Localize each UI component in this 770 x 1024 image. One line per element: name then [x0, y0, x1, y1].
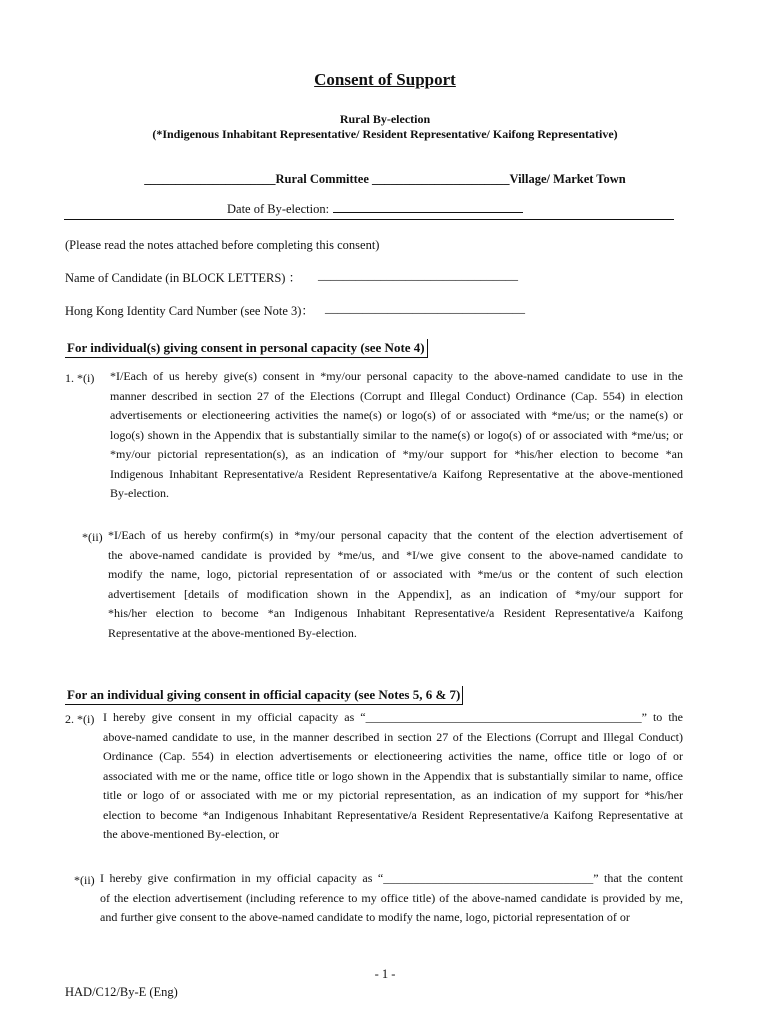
paragraph-line: *I/Each of us hereby confirm(s) in *my/our personal capacity that the content of the election advertisement of [108, 528, 683, 542]
paragraph-line: *I/Each of us hereby give(s) consent in *my/our personal capacity to the above-named candidate to use in the [110, 369, 683, 383]
item-1-i-label: 1. *(i) [65, 371, 95, 385]
hkid-label: Hong Kong Identity Card Number (see Note 3)： [65, 304, 314, 318]
section-personal-capacity-heading: For individual(s) giving consent in personal capacity (see Note 4) [65, 339, 428, 358]
paragraph-line: *my/our pictorial representation(s), as an indication of *my/our support for *his/her election to become *an [110, 447, 683, 461]
item-2-i-text [103, 708, 683, 845]
paragraph-line: logo(s) shown in the Appendix that is substantially similar to the name(s) or logo(s) of or associated with *me/us; or [110, 427, 683, 442]
paragraph-line: advertisements or electioneering activities the name(s) or logo(s) of or associated with *me/us; or the name(s) or [110, 408, 683, 422]
paragraph-line: Indigenous Inhabitant Representative/a Resident Representative/a Kaifong Representative at the above-mentioned [110, 466, 683, 481]
paragraph-line: manner described in section 27 of the Elections (Corrupt and Illegal Conduct) Ordinance (Cap. 554) in election [110, 388, 683, 403]
paragraph-line: I hereby give consent in my official capacity as “______________________________________________” to the [103, 710, 683, 724]
document-title: Consent of Support [314, 70, 456, 89]
paragraph-line: and further give consent to the above-named candidate to modify the name, logo, pictorial representation of or [100, 910, 630, 924]
document-subtitle: Rural By-election [339, 112, 431, 126]
paragraph-line: title or logo of or associated with me or my pictorial representation, as an indication of my support for *his/her [103, 788, 683, 802]
paragraph-line: associated with me or the name, office title or logo shown in the Appendix that is substantially similar to name, office [103, 768, 683, 783]
paragraph-line: Representative at the above-mentioned By-election. [108, 625, 357, 640]
date-blank [333, 202, 523, 213]
hkid-field: ________________________________ [325, 301, 525, 315]
notice-text: (Please read the notes attached before completing this consent) [65, 238, 380, 252]
representative-options: (*Indigenous Inhabitant Representative/ Resident Representative/ Kaifong Representative) [152, 127, 618, 141]
item-2-i-label: 2. *(i) [65, 712, 95, 726]
header-rule [64, 219, 674, 220]
paragraph-line: advertisement [details of modification shown in the Appendix], as an indication of *my/our support for [108, 586, 683, 601]
paragraph-line: above-named candidate to use, in the manner described in section 27 of the Elections (Corrupt and Illegal Conduct) [103, 729, 683, 744]
paragraph-line: By-election. [110, 486, 169, 500]
paragraph-line: modify the name, logo, pictorial representation of or associated with *me/us or the content of such election [108, 567, 683, 581]
candidate-name-field: ________________________________ [318, 268, 518, 282]
paragraph-line: I hereby give confirmation in my official capacity as “___________________________________” that the content [100, 871, 683, 885]
paragraph-line: Ordinance (Cap. 554) in election advertisements or electioneering activities the name, office title or logo of or [103, 749, 683, 763]
item-2-ii-label: *(ii) [74, 873, 95, 887]
page-number: - 1 - [374, 967, 396, 981]
item-1-ii-text [108, 526, 683, 643]
item-1-ii-label: *(ii) [82, 530, 103, 544]
paragraph-line: the above-mentioned By-election, or [103, 827, 279, 841]
item-1-i-text [110, 367, 683, 504]
by-election-date-line [227, 202, 523, 217]
candidate-name-label: Name of Candidate (in BLOCK LETTERS) ： [65, 271, 302, 285]
paragraph-line: the above-named candidate is provided by *me/us, and *I/we give consent to the above-named candidate to [108, 547, 683, 562]
paragraph-line: *his/her election to become *an Indigenous Inhabitant Representative/a Resident Representative/a Kaifong [108, 606, 683, 620]
date-label: Date of By-election: [227, 202, 330, 216]
form-code: HAD/C12/By-E (Eng) [65, 985, 178, 999]
committee-village-line: _____________________Rural Committee ______________________Village/ Market Town [144, 172, 626, 186]
paragraph-line: of the election advertisement (including reference to my office title) of the above-named candidate is provided by me, [100, 890, 683, 905]
section-official-capacity-heading: For an individual giving consent in official capacity (see Notes 5, 6 & 7) [65, 686, 463, 705]
paragraph-line: election to become *an Indigenous Inhabitant Representative/a Resident Representative/a Kaifong Representative at [103, 807, 683, 822]
item-2-ii-text [100, 869, 683, 928]
